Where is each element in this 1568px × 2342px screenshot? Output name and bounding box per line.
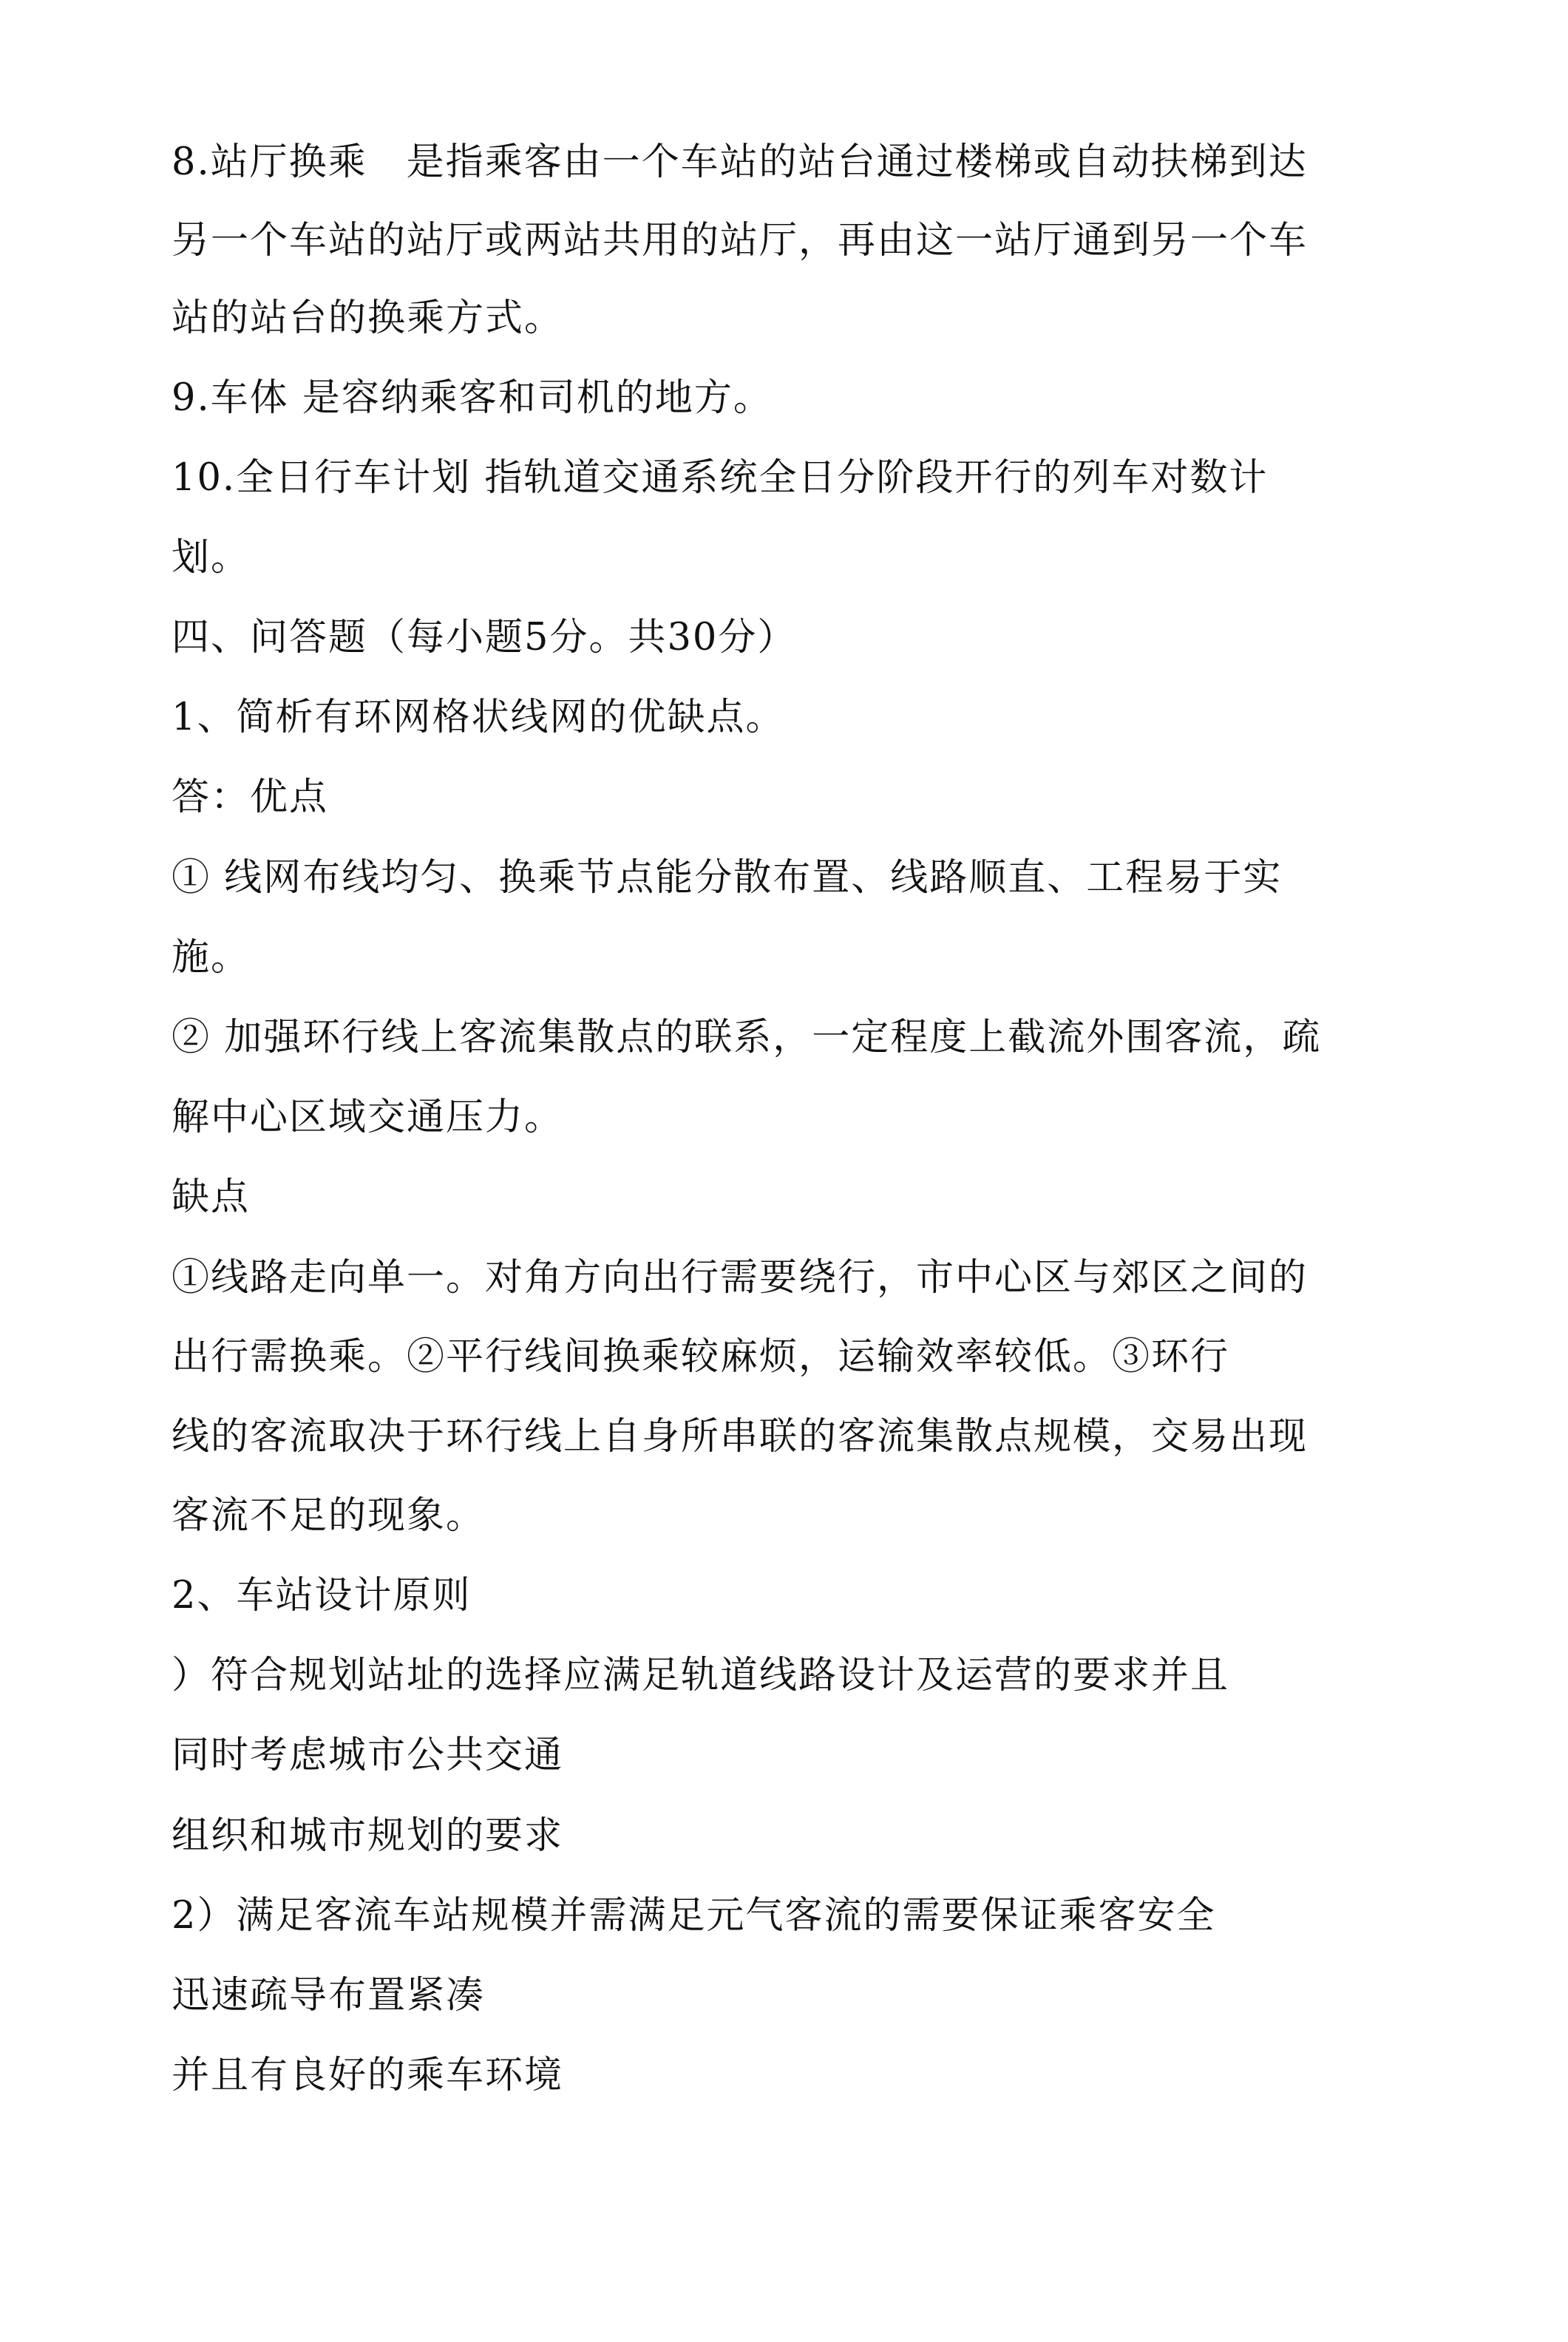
section-heading: 四、问答题（每小题5分。共30分） — [172, 616, 797, 659]
text-line: 迅速疏导布置紧凑 — [172, 1974, 486, 2017]
text-line: 缺点 — [172, 1175, 251, 1219]
text-line: 出行需换乘。②平行线间换乘较麻烦，运输效率较低。③环行 — [172, 1335, 1230, 1379]
text-line: 线的客流取决于环行线上自身所串联的客流集散点规模，交易出现 — [172, 1415, 1309, 1459]
text-line: ② 加强环行线上客流集散点的联系，一定程度上截流外围客流，疏 — [172, 1016, 1322, 1059]
text-line: 划。 — [172, 536, 251, 580]
text-line: 9.车体 是容纳乘客和司机的地方。 — [172, 376, 773, 420]
text-line: 2）满足客流车站规模并需满足元气客流的需要保证乘客安全 — [172, 1894, 1216, 1938]
text-line: 施。 — [172, 936, 251, 980]
question-title: 2、车站设计原则 — [172, 1574, 472, 1618]
text-line: 站的站台的换乘方式。 — [172, 296, 564, 340]
text-line: 客流不足的现象。 — [172, 1494, 486, 1538]
text-line: 10.全日行车计划 指轨道交通系统全日分阶段开行的列车对数计 — [172, 456, 1269, 500]
text-line: ）符合规划站址的选择应满足轨道线路设计及运营的要求并且 — [172, 1654, 1230, 1697]
text-line: 另一个车站的站厅或两站共用的站厅，再由这一站厅通到另一个车 — [172, 219, 1309, 262]
text-line: 答：优点 — [172, 775, 329, 819]
question-title: 1、简析有环网格状线网的优缺点。 — [172, 696, 785, 739]
text-line: 组织和城市规划的要求 — [172, 1814, 564, 1858]
text-line: 同时考虑城市公共交通 — [172, 1734, 564, 1777]
text-line: 8.站厅换乘 是指乘客由一个车站的站台通过楼梯或自动扶梯到达 — [172, 140, 1308, 184]
text-line: ①线路走向单一。对角方向出行需要绕行，市中心区与郊区之间的 — [172, 1256, 1309, 1300]
text-line: 解中心区域交通压力。 — [172, 1096, 564, 1139]
text-line: ① 线网布线均匀、换乘节点能分散布置、线路顺直、工程易于实 — [172, 856, 1283, 900]
text-line: 并且有良好的乘车环境 — [172, 2054, 564, 2097]
